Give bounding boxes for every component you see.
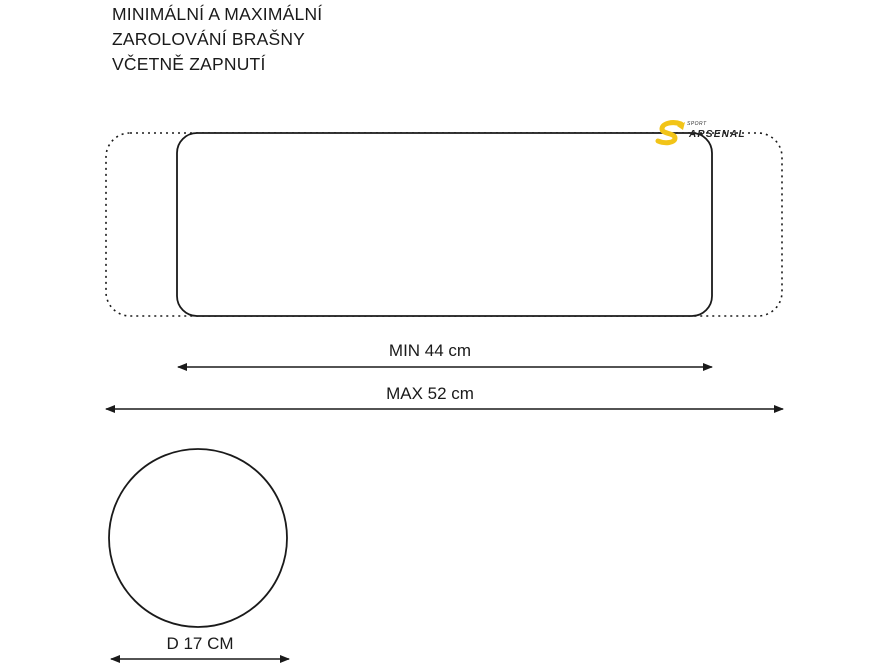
heading-line-1: MINIMÁLNÍ A MAXIMÁLNÍ [112,4,323,24]
min-dimension-label: MIN 44 cm [388,341,472,360]
min-roll-outline [177,133,712,316]
logo-small-text: SPORT [687,121,707,127]
diameter-dimension-label: D 17 CM [166,634,234,653]
logo-mark-icon [655,120,689,148]
cross-section-circle [109,449,287,627]
sport-arsenal-logo [655,120,770,148]
logo-brand-text: ARSENAL [689,129,746,140]
heading-line-2: ZAROLOVÁNÍ BRAŠNY [112,29,306,49]
max-dimension-label: MAX 52 cm [386,384,474,403]
heading-line-3: VČETNĚ ZAPNUTÍ [112,54,266,74]
